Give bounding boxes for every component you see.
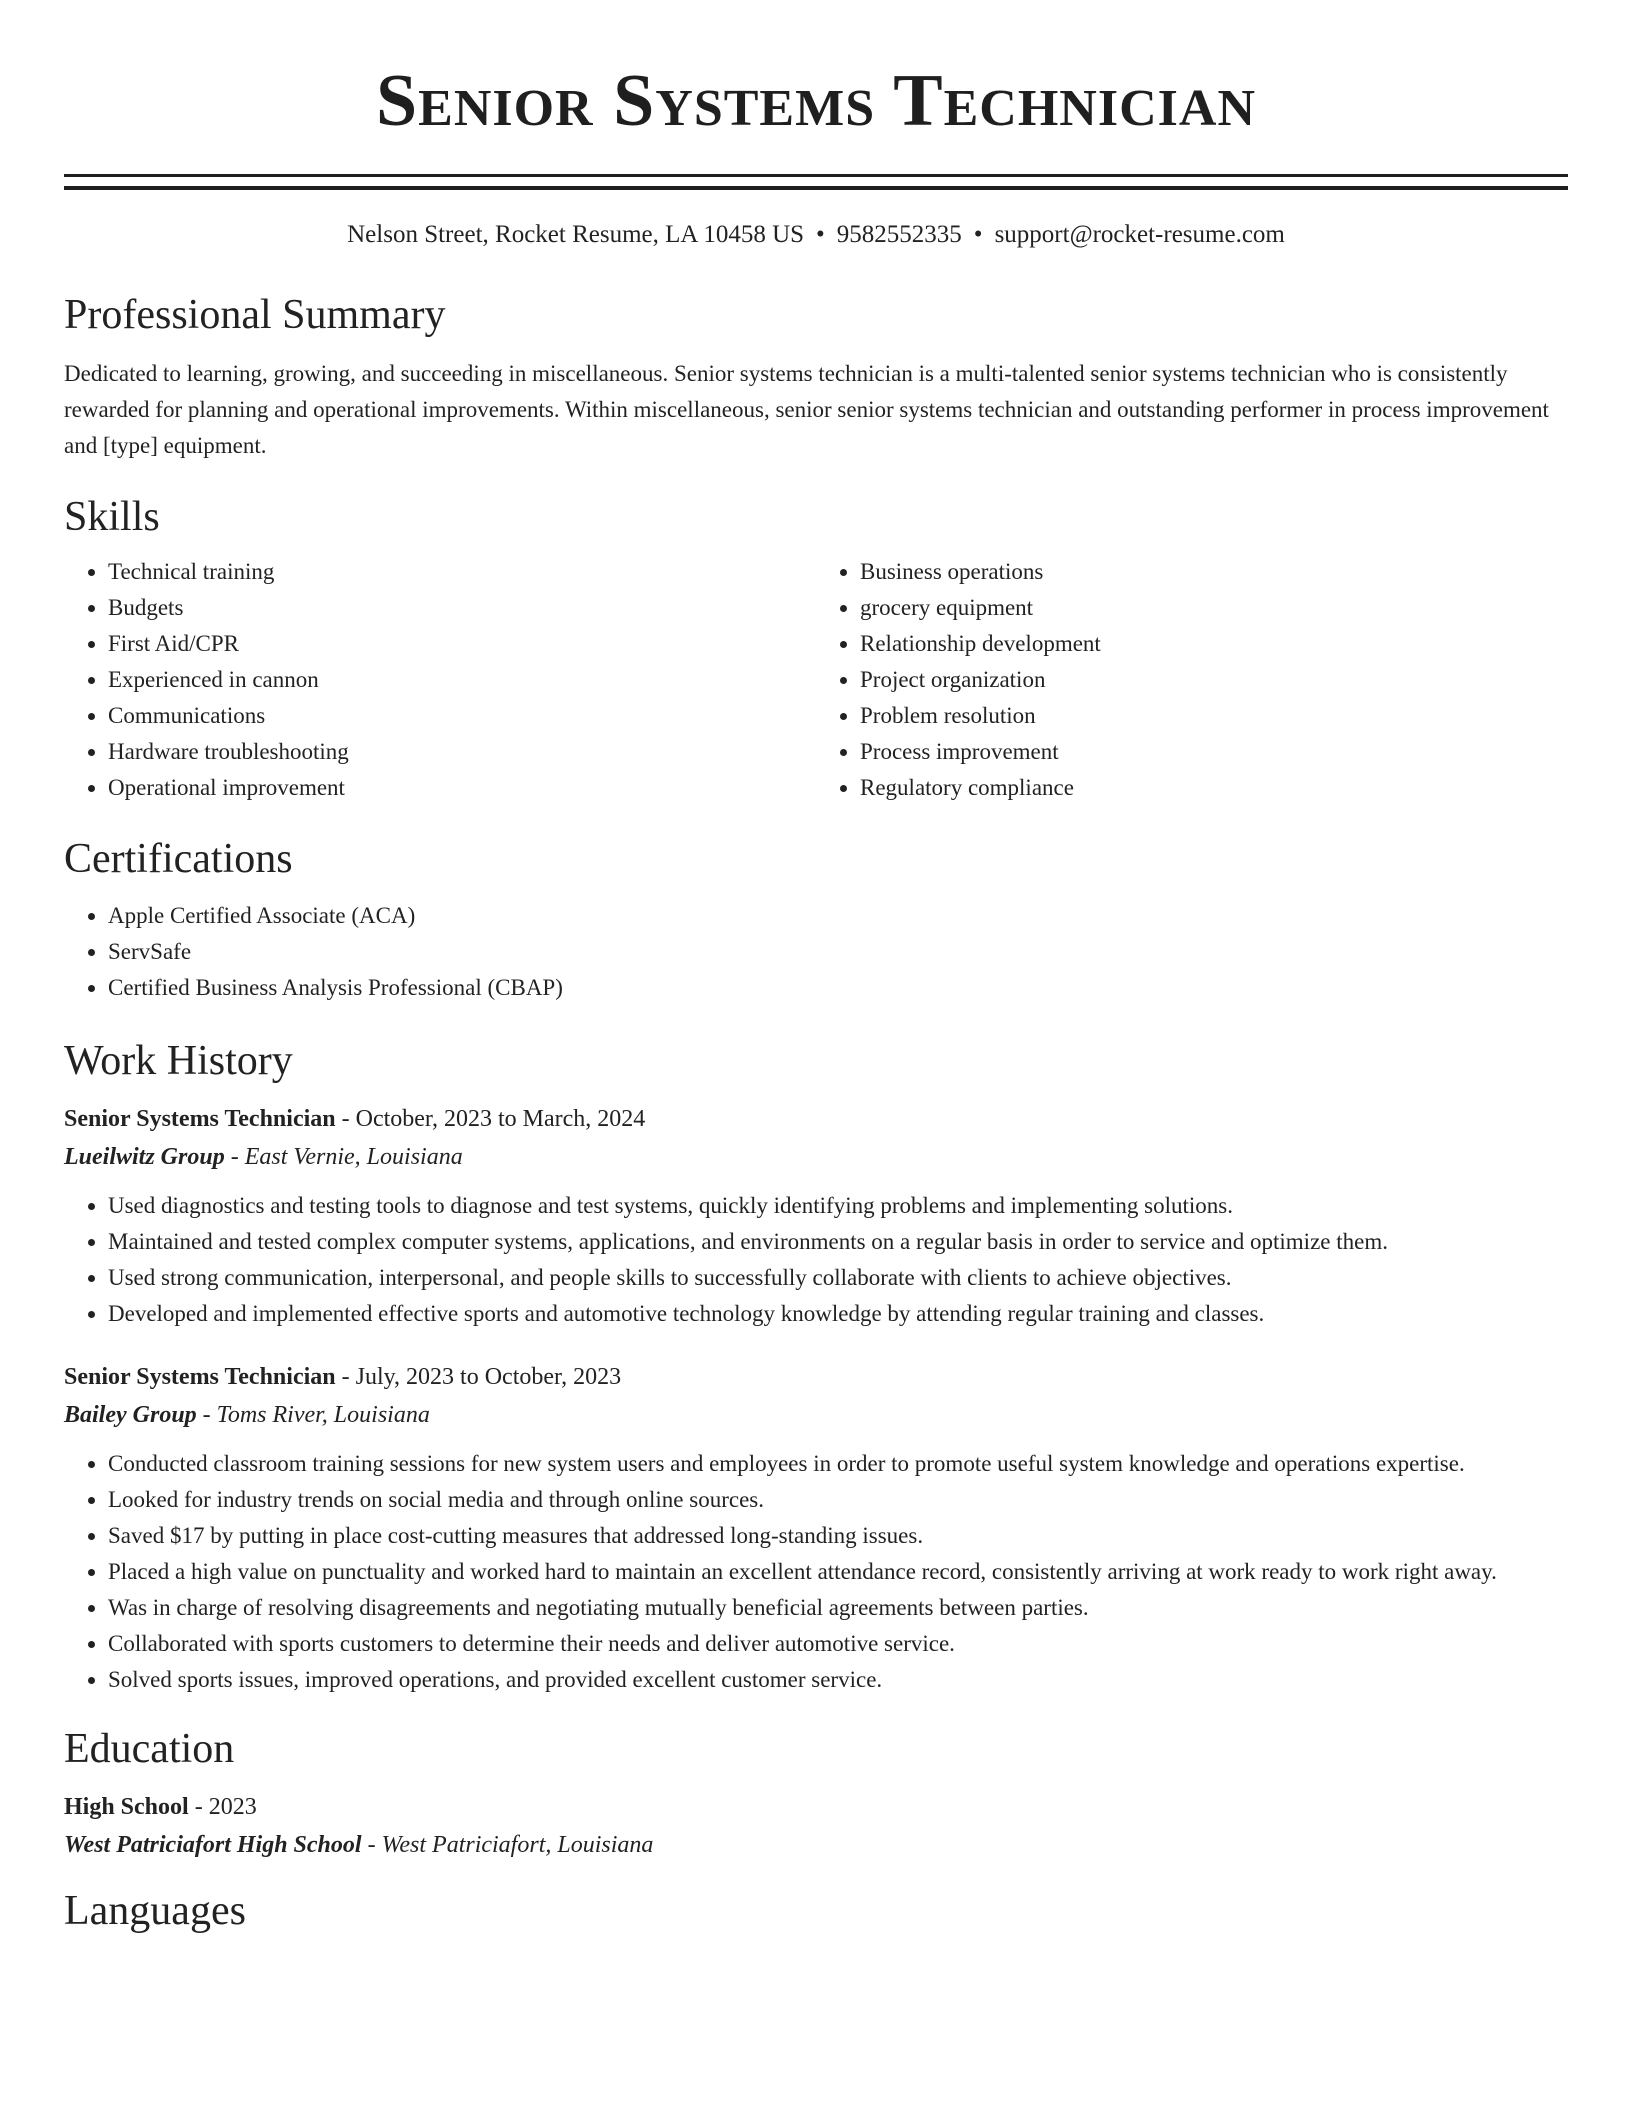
- contact-line: [64, 218, 1568, 252]
- skill-item: • Budgets: [108, 590, 816, 626]
- certification-item: • Apple Certified Associate (ACA): [108, 898, 1568, 934]
- job-bullet: • Conducted classroom training sessions for new system users and employees in order to promote useful system knowledge and operations expertise.: [108, 1446, 1568, 1482]
- certifications-heading: Certifications: [64, 836, 293, 882]
- skill-item: • First Aid/CPR: [108, 626, 816, 662]
- skill-item: • grocery equipment: [860, 590, 1568, 626]
- job-title: Senior Systems Technician: [64, 1364, 336, 1390]
- education-degree-line: [64, 1788, 1568, 1826]
- summary-section: [64, 290, 1568, 464]
- skill-item: • Technical training: [108, 554, 816, 590]
- job-bullet: • Used strong communication, interpersonal, and people skills to successfully collaborate with clients to achieve objectives.: [108, 1260, 1568, 1296]
- job-title-line: [64, 1100, 1568, 1138]
- skill-item: • Process improvement: [860, 734, 1568, 770]
- job-bullet: • Placed a high value on punctuality and worked hard to maintain an excellent attendance record, consistently arriving at work ready to work right away.: [108, 1554, 1568, 1590]
- job-bullet: • Saved $17 by putting in place cost-cutting measures that addressed long-standing issues.: [108, 1518, 1568, 1554]
- contact-phone: 9582552335: [836, 221, 962, 248]
- resume-title: Senior Systems Technician: [375, 60, 1256, 142]
- education-year: 2023: [208, 1794, 257, 1820]
- job-bullet: • Was in charge of resolving disagreements and negotiating mutually beneficial agreements between parties.: [108, 1590, 1568, 1626]
- job-dash: -: [196, 1402, 217, 1428]
- job-bullets: [64, 1446, 1568, 1698]
- job-entry: [64, 1100, 1568, 1332]
- education-school-line: [64, 1826, 1568, 1864]
- education-entry: [64, 1788, 1568, 1864]
- job-company-line: [64, 1396, 1568, 1434]
- contact-separator: •: [973, 221, 983, 248]
- contact-email: support@rocket-resume.com: [994, 221, 1285, 248]
- languages-heading: Languages: [64, 1888, 246, 1934]
- job-company: Bailey Group: [64, 1402, 197, 1428]
- job-company: Lueilwitz Group: [64, 1144, 225, 1170]
- job-bullet: • Developed and implemented effective sports and automotive technology knowledge by attending regular training and classes.: [108, 1296, 1568, 1332]
- certifications-list: [64, 898, 1568, 1006]
- skill-item: • Communications: [108, 698, 816, 734]
- job-bullet: • Maintained and tested complex computer systems, applications, and environments on a regular basis in order to service and optimize them.: [108, 1224, 1568, 1260]
- job-bullets: [64, 1188, 1568, 1332]
- skills-left-list: [64, 554, 816, 806]
- skill-item: • Relationship development: [860, 626, 1568, 662]
- job-bullet: • Solved sports issues, improved operations, and provided excellent customer service.: [108, 1662, 1568, 1698]
- contact-separator: •: [816, 221, 825, 248]
- contact-address: Nelson Street, Rocket Resume, LA 10458 US: [347, 221, 805, 248]
- education-location: West Patriciafort, Louisiana: [381, 1832, 654, 1858]
- education-section: [64, 1724, 1568, 1864]
- job-title: Senior Systems Technician: [64, 1106, 336, 1132]
- education-degree: High School: [64, 1794, 189, 1820]
- job-dates: October, 2023 to March, 2024: [355, 1106, 646, 1132]
- job-company-line: [64, 1138, 1568, 1176]
- job-title-line: [64, 1358, 1568, 1396]
- work-history-heading: Work History: [64, 1038, 293, 1084]
- certification-item: • ServSafe: [108, 934, 1568, 970]
- skills-right-list: [816, 554, 1568, 806]
- certification-item: • Certified Business Analysis Professional (CBAP): [108, 970, 1568, 1006]
- work-history-section: [64, 1036, 1568, 1698]
- job-dash: -: [335, 1364, 356, 1390]
- education-dash: -: [188, 1794, 209, 1820]
- job-entry: [64, 1358, 1568, 1698]
- skill-item: • Experienced in cannon: [108, 662, 816, 698]
- skill-item: • Project organization: [860, 662, 1568, 698]
- job-dates: July, 2023 to October, 2023: [355, 1364, 622, 1390]
- education-school: West Patriciafort High School: [64, 1832, 362, 1858]
- certifications-section: [64, 834, 1568, 1006]
- education-dash: -: [361, 1832, 382, 1858]
- job-bullet: • Collaborated with sports customers to determine their needs and deliver automotive service.: [108, 1626, 1568, 1662]
- job-bullet: • Used diagnostics and testing tools to diagnose and test systems, quickly identifying problems and implementing solutions.: [108, 1188, 1568, 1224]
- skill-item: • Business operations: [860, 554, 1568, 590]
- title-divider: [64, 174, 1568, 190]
- job-bullet: • Looked for industry trends on social media and through online sources.: [108, 1482, 1568, 1518]
- skill-item: • Problem resolution: [860, 698, 1568, 734]
- summary-heading: Professional Summary: [64, 292, 446, 338]
- job-dash: -: [224, 1144, 245, 1170]
- skill-item: • Regulatory compliance: [860, 770, 1568, 806]
- skills-columns: [64, 554, 1568, 806]
- skills-heading: Skills: [64, 494, 160, 540]
- skill-item: • Hardware troubleshooting: [108, 734, 816, 770]
- job-dash: -: [335, 1106, 356, 1132]
- summary-text: Dedicated to learning, growing, and succeeding in miscellaneous. Senior systems technician is a multi-talented senior systems technician who is consistently rewarded for planning and operational improvements. Within miscellaneous, senior senior systems technician and outstanding performer in process improvement and [type] equipment.: [64, 361, 1549, 458]
- skills-section: [64, 492, 1568, 806]
- education-heading: Education: [64, 1726, 235, 1772]
- languages-section: [64, 1886, 1568, 1936]
- job-location: Toms River, Louisiana: [216, 1402, 430, 1428]
- job-location: East Vernie, Louisiana: [244, 1144, 463, 1170]
- skill-item: • Operational improvement: [108, 770, 816, 806]
